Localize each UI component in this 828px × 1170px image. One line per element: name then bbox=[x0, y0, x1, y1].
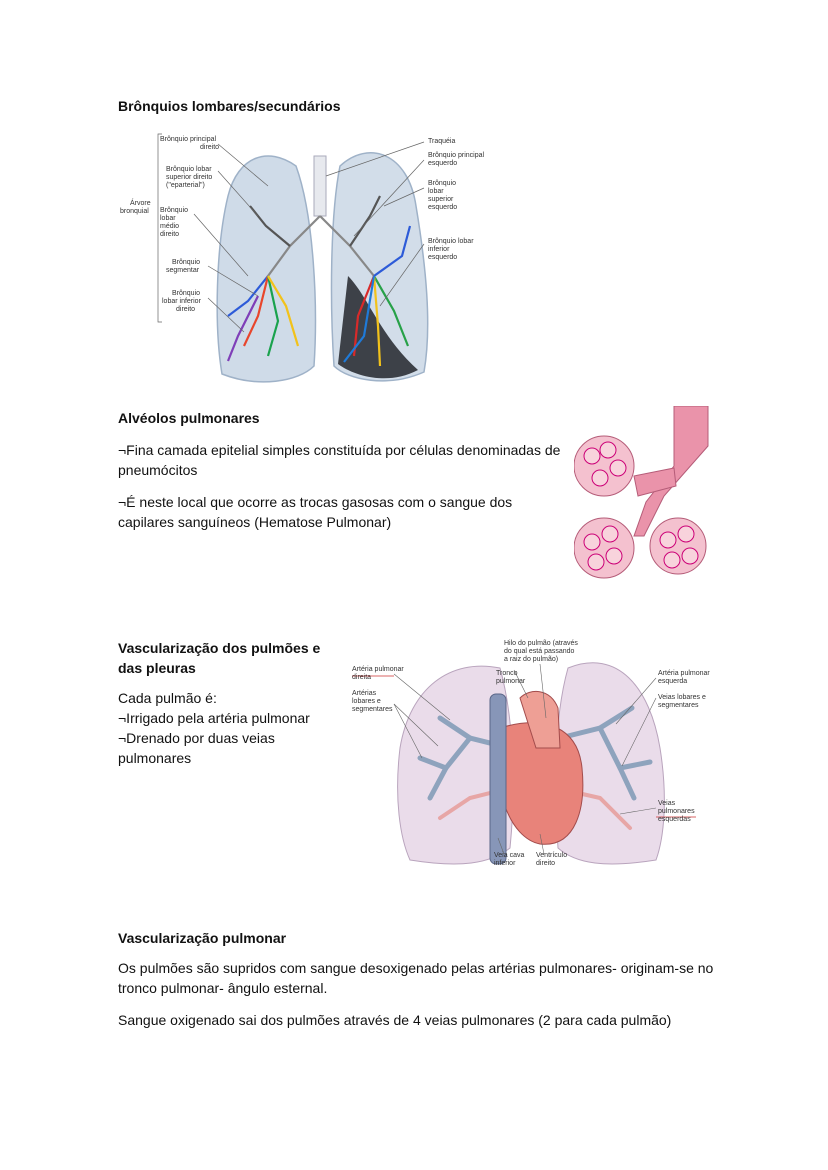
label-arterias-lobares: Artérias lobares e segmentares bbox=[352, 690, 393, 713]
section-title-alveolos: Alvéolos pulmonares bbox=[118, 410, 260, 426]
section-title-vascularizacao-pulmonar: Vascularização pulmonar bbox=[118, 930, 287, 946]
label-bronquio-lobar-medio: Brônquio lobar médio direito bbox=[160, 207, 189, 238]
alveolar-sac-bottom-right bbox=[650, 518, 706, 574]
vascularizacao-pulmonar-paragraph-2: Sangue oxigenado sai dos pulmões através de 4 veias pulmonares (2 para cada pulmão) bbox=[118, 1012, 672, 1028]
label-traqueia: Traquéia bbox=[428, 138, 456, 145]
label-bronquio-principal-esquerdo: Brônquio principal esquerdo bbox=[428, 152, 485, 167]
label-veias-pulmonares-esquerdas: Veias pulmonares esquerdas bbox=[658, 800, 695, 823]
label-arteria-pulmonar-esquerda: Artéria pulmonar esquerda bbox=[658, 670, 710, 685]
label-bronquio-lobar-inferior-esquerdo: Brônquio lobar inferior esquerdo bbox=[428, 238, 474, 261]
trachea-shape bbox=[314, 156, 326, 216]
vascularizacao-pulmonar-paragraph-1: Os pulmões são supridos com sangue desoxigenado pelas artérias pulmonares- originam-se no tronco pulmonar- ângulo esternal. bbox=[118, 960, 714, 996]
alveolar-sac-bottom-left bbox=[574, 518, 634, 578]
text-line-4: pulmonares bbox=[118, 750, 192, 766]
label-bronquio-lobar-superior-esquerdo: Brônquio lobar superior esquerdo bbox=[428, 180, 458, 211]
label-veia-cava-inferior: Veia cava inferior bbox=[494, 852, 525, 867]
label-tronco-pulmonar: Tronco pulmonar bbox=[496, 670, 526, 685]
label-veias-lobares: Veias lobares e segmentares bbox=[658, 694, 706, 709]
alveolar-sac-top bbox=[574, 436, 634, 496]
right-lung-shape bbox=[217, 156, 315, 382]
bronchiole-branch bbox=[634, 468, 676, 496]
label-bronquio-lobar-superior: Brônquio lobar superior direito ("eparterial") bbox=[166, 166, 213, 189]
alveolos-paragraph-1: ¬Fina camada epitelial simples constituída por células denominadas de pneumócitos bbox=[118, 442, 561, 478]
label-bronquio-segmentar: Brônquio segmentar bbox=[166, 259, 201, 274]
label-bronquio-principal-direito: Brônquio principal direito bbox=[160, 136, 220, 151]
label-bronquio-lobar-inferior: Brônquio lobar inferior direito bbox=[162, 290, 201, 313]
label-ventriculo-direito: Ventrículo direito bbox=[536, 852, 568, 867]
alveoli-illustration bbox=[574, 406, 712, 586]
label-hilo: Hilo do pulmão (através do qual está passando a raiz do pulmão) bbox=[504, 640, 578, 663]
section-title-vascularizacao-pleuras: Vascularização dos pulmões e das pleuras bbox=[118, 640, 321, 676]
section-title-bronquios: Brônquios lombares/secundários bbox=[118, 98, 341, 114]
text-line-1: Cada pulmão é: bbox=[118, 690, 217, 706]
label-arteria-pulmonar-direita: Artéria pulmonar direita bbox=[352, 666, 404, 681]
vascularizacao-pleuras-text bbox=[118, 688, 348, 768]
text-line-3: ¬Drenado por duas veias bbox=[118, 730, 275, 746]
text-line-2: ¬Irrigado pela artéria pulmonar bbox=[118, 710, 310, 726]
alveolos-paragraph-2: ¬É neste local que ocorre as trocas gasosas com o sangue dos capilares sanguíneos (Hematose Pulmonar) bbox=[118, 494, 513, 530]
label-arvore-bronquial: Árvore bronquial bbox=[120, 200, 151, 215]
